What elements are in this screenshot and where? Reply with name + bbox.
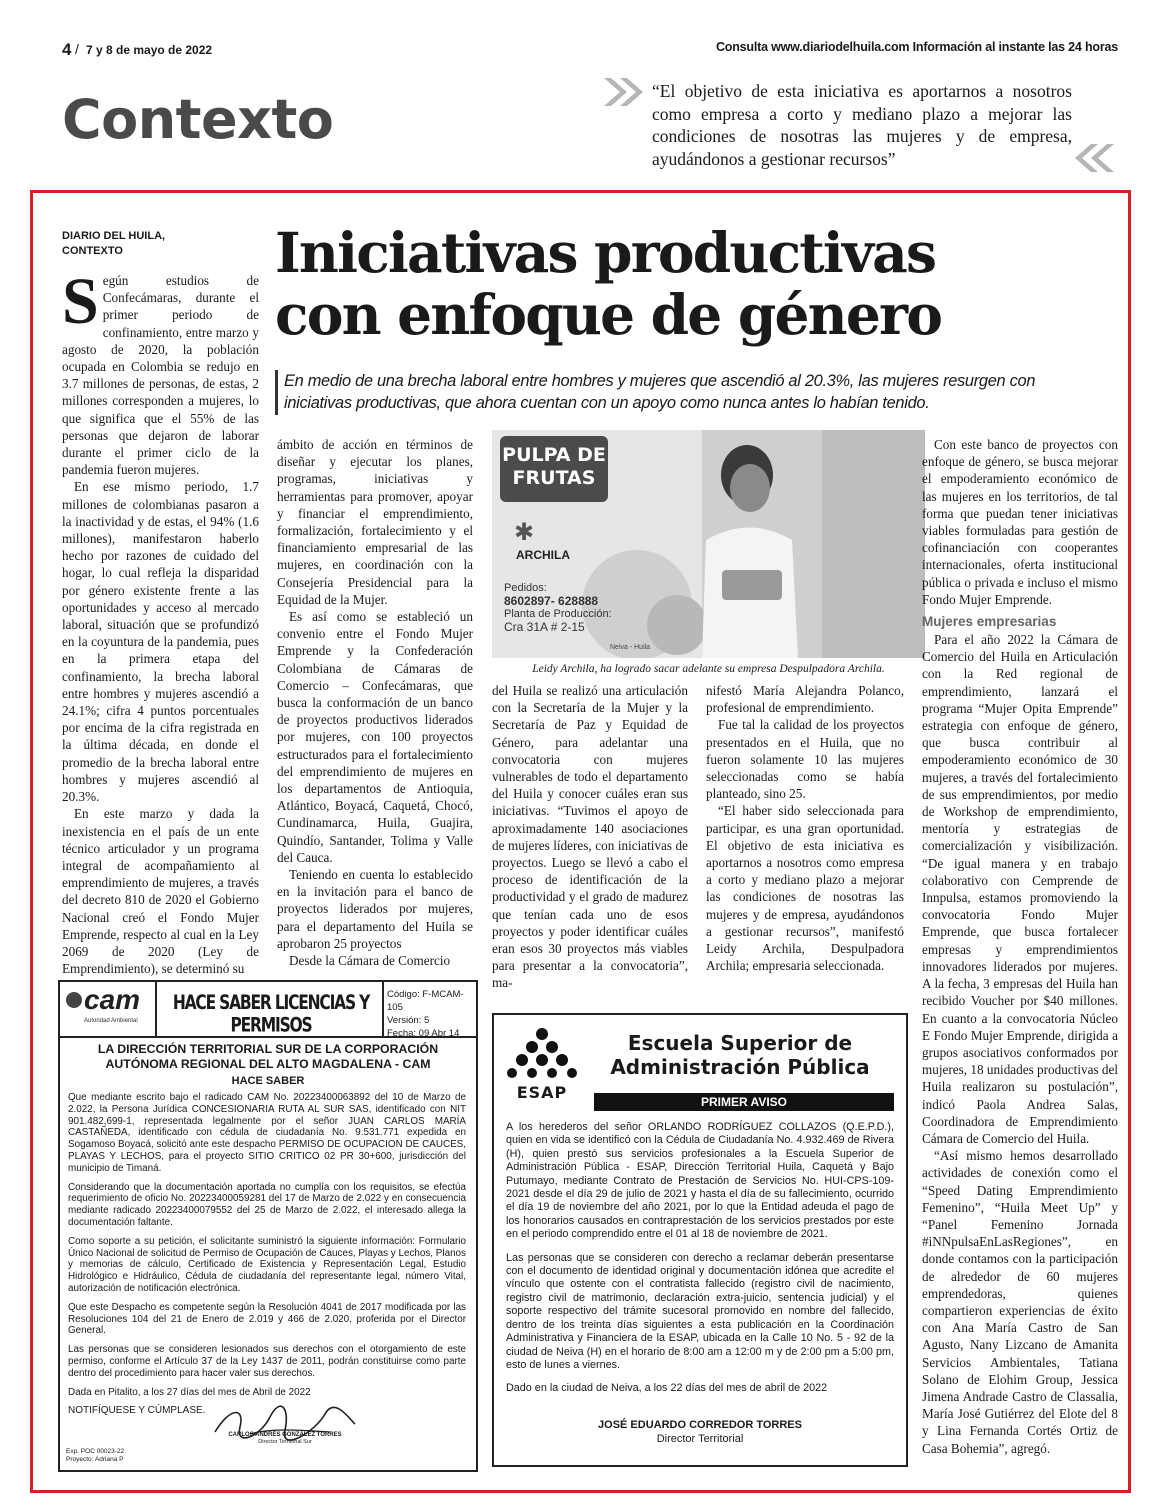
photo-sign-line-1: PULPA DE: [502, 444, 606, 466]
cam-logo-text: cam: [84, 984, 141, 1015]
page-separator: /: [75, 41, 79, 57]
cam-divider: [155, 982, 157, 1036]
article-column-3: [492, 682, 688, 992]
paragraph: Es así como se estableció un convenio entre el Fondo Mujer Emprende y la Confederación Colombiana de Cámaras de Comercio – Confecámaras, que busca la conformación de un banco de proyectos productivos liderados por mujeres, con 100 proyectos estructurados para el fortalecimiento del emprendimiento de mujeres en los departamentos de Antioquia, Atlántico, Boyacá, Caquetá, Chocó, Cundinamarca, Huila, Guajira, Quindío, Santander, Tolima y Valle del Cauca.: [277, 609, 473, 865]
page-number: 4: [62, 40, 72, 59]
cam-signer: CARLOS ANDRÉS GONZÁLEZ TORRES: [228, 1432, 342, 1438]
cam-version: Versión: 5: [387, 1015, 430, 1026]
esap-body: [506, 1121, 894, 1406]
header-website-text: Consulta www.diariodelhuila.com Información al instante las 24 horas: [715, 40, 1118, 54]
paragraph: nifestó María Alejandra Polanco, profesional de emprendimiento.: [706, 683, 904, 716]
cam-subheading: HACE SABER: [231, 1075, 305, 1087]
section-title: Contexto: [62, 88, 334, 151]
paragraph: “El haber sido seleccionada para participar, es una gran oportunidad. El objetivo de esta iniciativa es aportarnos a nosotros como empresa a corto y mediano plazo a mejorar las condiciones de nosotras las mujeres y de empresa, ayudándonos a gestionar recursos”, manifestó Leidy Archila, Despulpadora Archila; empresaria seleccionada.: [706, 803, 904, 974]
legal-paragraph: Dada en Pitalito, a los 27 días del mes de Abril de 2022: [68, 1386, 311, 1398]
esap-notice-bar: PRIMER AVISO: [594, 1093, 894, 1111]
esap-paragraph: Las personas que se consideren con derecho a reclamar deberán presentarse con el documento de identidad original y documentación idónea que acredite el vínculo que ostente con el contratista fallecido (registro civil de nacimiento, registro civil de matrimonio, declaración extra-juicio, sentencia judicial) y el soporte respectivo del trámite sucesoral promovido en nombre del fallecido, dentro de los treinta días siguientes a esta publicación en la Coordinación Administrativa y Financiera de la ESAP, ubicada en la Calle 10 No. 5 - 92 de la ciudad de Neiva (H) en el horario de 8:00 am a 12:00 m y de 2:00 pm a 5:00 pm, esto de lunes a viernes.: [506, 1251, 894, 1371]
cam-file-2: Proyecto: Adriana P: [66, 1456, 124, 1463]
article-column-2: [277, 436, 473, 969]
paragraph: Para el año 2022 la Cámara de Comercio del Huila en Articulación con la Red regional de emprendimiento, lanzará el programa “Mujer Opita Emprende” estrategia con enfoque de género, que busca contribuir al empoderamiento económico de 30 mujeres, a través del fortalecimiento de sus emprendimientos, por medio de Workshop de emprendimiento, mentoría y estrategias de comercialización y visibilización. “De igual manera y en trabajo colaborativo con Cemprende de Innpulsa, estamos promoviendo la convocatoria Fondo Mujer Emprende, que busca fortalecer empresas y emprendimientos innovadores liderados por mujeres. A la fecha, 3 empresas del Huila han recibido Voucher por $40 millones. En cuanto a la convocatoria Núcleo E Fondo Mujer Emprende, dirigida a grupos asociativos conformados por mujeres, 18 unidades productivas del Huila realizaron su postulación”, indicó Paola Andrea Salas, Coordinadora de Emprendimiento Cámara de Comercio del Huila.: [922, 632, 1118, 1146]
esap-paragraph: A los herederos del señor ORLANDO RODRÍGUEZ COLLAZOS (Q.E.P.D.), quien en vida se identificó con la Cédula de Ciudadanía No. 4.932.469 de Rivera (H), quien prestó sus servicios profesionales a la Escuela Superior de Administración Pública - ESAP, Dirección Territorial Huila, Caquetá y Bajo Putumayo, mediante Contrato de Prestación de Servicios No. HUI-CPS-109-2021 desde el día 29 de julio de 2021 y hasta el día de su fallecimiento, ocurrido el día 19 de noviembre del año 2021, por lo que la Entidad adeuda el pago de los honorarios causados en contraprestación de los servicios prestados por este en el periodo comprendido entre el 01 al 18 de noviembre de 2021.: [506, 1121, 894, 1241]
paragraph: “Así mismo hemos desarrollado actividades de conexión como el “Speed Dating Emprendimiento Femenino”, “Huila Meet Up” y “Panel Femenino Jornada #iNNpulsaEnLasRegiones”, en donde contamos con la participación de alrededor de 60 mujeres emprendedoras, quienes compartieron experiencias de éxito con Ana María Castro de San Agusto, Nany Lizcano de Amanita Servicios Ambientales, Tatiana Solano de Elohim Group, Jessica Jimena Andrade Castro de Classalia, María José Gutiérrez del Elote del 8 y Lina Fernanda Cortés Ortiz de Casa Bohemia”, agregó.: [922, 1148, 1118, 1456]
page-header: [62, 40, 1118, 62]
legal-paragraph: Considerando que la documentación aportada no cumplía con los requisitos, se efectúa requerimiento de oficio No. 20223400059281 del 17 de Marzo de 2.022 y en consecuencia mediante radicado 20223400079552 del 25 de Marzo de 2.022, el interesado allega la documentación faltante.: [68, 1181, 466, 1228]
photo-brand: ARCHILA: [516, 548, 570, 562]
headline-line-2: con enfoque de género: [275, 282, 942, 347]
cam-logo-sub: Autoridad Ambiental: [84, 1018, 138, 1024]
photo-plant-label: Planta de Producción:: [504, 608, 612, 620]
paragraph: Fue tal la calidad de los proyectos presentados en el Huila, que no fueron solamente 10 las mujeres seleccionadas como se había planteado, sino 25.: [706, 717, 904, 802]
photo-city: Neiva - Huila: [610, 644, 651, 651]
paragraph: En ese mismo periodo, 1.7 millones de colombianas pasaron a la inactividad y de estas, el 94% (1.6 millones), manifestaron haberlo hecho por razones de cuidado del hogar, lo cual refleja la disparidad por género existente frente a las oportunidades y acceso al mercado laboral, situación que se profundizó en la coyuntura de la pandemia, pues en la primera etapa del confinamiento, la brecha laboral entre hombres y mujeres ascendió a 24.1%; cifra 4 puntos porcentuales por encima de la cifra registrada en la última década, en donde el promedio de la brecha laboral entre hombres y mujeres ascendió al 20.3%.: [62, 479, 259, 805]
article-photo: [492, 430, 925, 658]
photo-sign: [500, 436, 608, 502]
esap-logo: [506, 1027, 578, 1102]
article-column-1: [62, 265, 259, 977]
cam-heading: LA DIRECCIÓN TERRITORIAL SUR DE LA CORPORACIÓN AUTÓNOMA REGIONAL DEL ALTO MAGDALENA - CAM: [97, 1042, 439, 1071]
quote-close-icon: [1068, 140, 1118, 180]
esap-logo-text: ESAP: [516, 1083, 568, 1102]
photo-sign-line-2: FRUTAS: [512, 467, 596, 489]
cam-closing: NOTIFÍQUESE Y CÚMPLASE.: [68, 1405, 206, 1417]
lead-paragraph: En medio de una brecha laboral entre hombres y mujeres que ascendió al 20.3%, las mujeres resurgen con iniciativas productivas, que ahora cuentan con un apoyo como nunca antes lo habían tenido.: [284, 372, 1036, 412]
photo-orders: [504, 582, 612, 634]
quote-open-icon: [600, 74, 650, 114]
cam-signer-role: Director Territorial Sur: [258, 1439, 312, 1445]
cam-file-info: [66, 1448, 124, 1464]
cam-file-1: Exp. POC 00023-22: [66, 1448, 125, 1455]
photo-orders-label: Pedidos:: [504, 582, 547, 594]
esap-ad: [492, 1013, 908, 1467]
photo-caption: Leidy Archila, ha logrado sacar adelante su empresa Despulpadora Archila.: [532, 663, 885, 675]
cam-ad-header: [60, 982, 476, 1038]
headline: [275, 222, 1125, 346]
legal-paragraph: Que este Despacho es competente según la Resolución 4041 de 2017 modificada por las Resoluciones 104 del 21 de Enero de 2.019 y 466 de 2.020, proferida por el Director General.: [68, 1301, 466, 1337]
pull-quote: “El objetivo de esta iniciativa es aportarnos a nosotros como empresa a corto y mediano plazo a mejorar las condiciones de nosotras las mujeres y de empresa, ayudándonos a gestionar recursos”: [652, 81, 1072, 169]
cam-body: [68, 1092, 466, 1416]
headline-line-1: Iniciativas productivas: [275, 220, 936, 285]
cam-divider: [382, 982, 384, 1036]
cam-logo-icon: [66, 992, 82, 1008]
lead-bar: [275, 370, 278, 415]
issue-date: 7 y 8 de mayo de 2022: [86, 43, 213, 57]
subhead: Mujeres empresarias: [922, 614, 1057, 630]
esap-signer: JOSÉ EDUARDO CORREDOR TORRES: [598, 1419, 802, 1431]
cam-ad: [58, 980, 478, 1472]
esap-title: [590, 1031, 890, 1079]
paragraph: egún estudios de Confecámaras, durante el primer periodo de confinamiento, entre marzo y agosto de 2020, la población ocupada en Colombia se redujo en 3.7 millones de personas, de estas, 2 millones corresponden a mujeres, lo que significa que el 55% de las personas que dejaron de laborar durante el primer ciclo de la pandemia fueron mujeres.: [62, 273, 259, 478]
photo-address: Cra 31A # 2-15: [504, 620, 585, 634]
paragraph: Desde la Cámara de Comercio: [289, 953, 451, 969]
drop-cap: S: [62, 265, 99, 338]
legal-paragraph: Como soporte a su petición, el solicitante suministró la siguiente información: Formulario Único Nacional de solicitud de Permiso de Ocupación de Cauces, Playas y Lechos, Planos y memorias de cálculo, Certificado de Existencia y Representación Legal, Estudio Hidrológico e Hidráulico, Cédula de ciudadanía del representante legal, número Vital, autorización de notificación electrónica.: [68, 1235, 466, 1294]
paragraph: En este marzo y dada la inexistencia en el país de un ente técnico articulador y un programa integral de acompañamiento al emprendimiento de mujeres, a través del decreto 810 de 2020 el Gobierno Nacional creó el Fondo Mujer Emprende, respecto al cual en la Ley 2069 de 2020 (Ley de Emprendimiento), se determinó su: [62, 806, 259, 977]
article-column-5: [922, 436, 1118, 1457]
byline-section: CONTEXTO: [62, 245, 123, 257]
paragraph: ámbito de acción en términos de diseñar y ejecutar los planes, programas, iniciativas y herramientas para promover, apoyar y financiar el emprendimiento, formalización, fortalecimiento y el financiamiento empresarial de las mujeres, en coordinación con la Consejería Presidencial para la Equidad de la Mujer.: [277, 437, 473, 607]
cam-date: Fecha: 09 Abr 14: [387, 1028, 460, 1039]
cam-code: Código: F-MCAM-105: [387, 989, 464, 1013]
legal-paragraph: Que mediante escrito bajo el radicado CAM No. 20223400063892 del 10 de Marzo de 2.022, la Persona Jurídica CONCESIONARIA RUTA AL SUR SAS, identificado con NIT 901.482,699-1, representada legalmente por el señor JUAN CARLOS MARÍA CASTAÑEDA, identificado con cédula de ciudadanía No. 9.531.771 expedida en Sogamoso Boyacá, solicitó ante este despacho PERMISO DE OCUPACION DE CAUCES, PLAYAS Y LECHOS, para el proyecto SITIO CRITICO 02 PR 30+600, jurisdicción del municipio de Timaná.: [68, 1092, 466, 1174]
esap-title-2: Administración Pública: [610, 1055, 870, 1079]
byline-name: DIARIO DEL HUILA,: [62, 230, 166, 242]
cam-doc-info: [387, 988, 476, 1040]
legal-paragraph: Las personas que se consideren lesionados sus derechos con el otorgamiento de este permiso, conforme el Artículo 37 de la Ley 1437 de 2011, podrán constituirse como parte dentro del procedimiento para hacer valer sus derechos.: [68, 1344, 466, 1379]
paragraph: Teniendo en cuenta lo establecido en la invitación para el banco de proyectos liderados por mujeres, para el departamento del Huila se aprobaron 25 proyectos: [277, 867, 473, 951]
esap-title-1: Escuela Superior de: [627, 1031, 853, 1055]
cam-ad-title: HACE SABER LICENCIAS Y PERMISOS: [172, 991, 370, 1037]
paragraph: Con este banco de proyectos con enfoque de género, se busca mejorar el empoderamiento económico de las mujeres en los territorios, de tal forma que puedan tener iniciativas viables formuladas para gestión de cofinanciación con cooperantes internacionales, oferta institucional pública o privada e incluso el mismo Fondo Mujer Emprende.: [922, 437, 1118, 607]
cam-logo: [66, 984, 152, 1030]
paragraph: del Huila se realizó una articulación con la Secretaría de la Mujer y la Secretaría de Paz y Equidad de Género, para adelantar una convocatoria con mujeres vulnerables de todo el departamento del Huila y conocer cuáles eran sus iniciativas. “Tuvimos el apoyo de aproximadamente 140 asociaciones de mujeres líderes, con iniciativas de proyectos. Luego se llevó a cabo el proceso de identificación de la productividad y el grado de madurez que tenían cada uno de esos proyectos y poder identificar cuáles eran esos 30 proyectos más viables para presentar a la convocatoria”, ma-: [492, 683, 688, 991]
article-column-4: [706, 682, 904, 974]
esap-paragraph: Dado en la ciudad de Neiva, a los 22 días del mes de abril de 2022: [506, 1382, 828, 1395]
photo-brand-icon: ✱: [514, 520, 535, 546]
esap-signer-role: Director Territorial: [656, 1433, 744, 1445]
photo-phone: 8602897- 628888: [504, 594, 599, 608]
byline: [62, 229, 165, 259]
